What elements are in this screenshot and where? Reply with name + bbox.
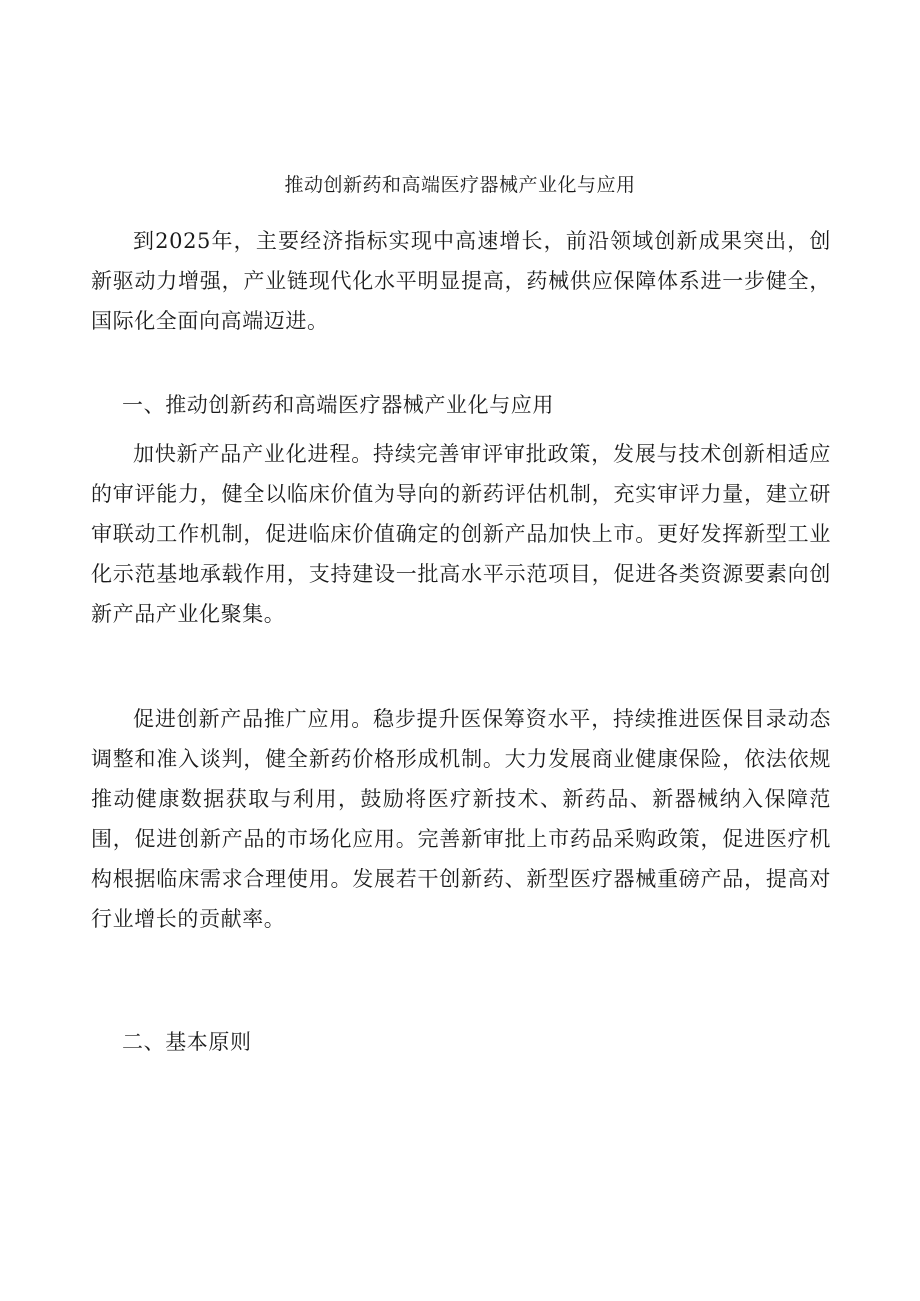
page-title: 推动创新药和高端医疗器械产业化与应用	[284, 174, 636, 196]
intro-paragraph: 到2025年，主要经济指标实现中高速增长，前沿领域创新成果突出，创新驱动力增强，产业链现代化水平明显提高，药械供应保障体系进一步健全，国际化全面向高端迈进。	[91, 229, 831, 333]
section1-paragraph-2: 促进创新产品推广应用。稳步提升医保筹资水平，持续推进医保目录动态调整和准入谈判，健全新药价格形成机制。大力发展商业健康保险，依法依规推动健康数据获取与利用，鼓励将医疗新技术、新药品、新器械纳入保障范围，促进创新产品的市场化应用。完善新审批上市药品采购政策，促进医疗机构根据临床需求合理使用。发展若干创新药、新型医疗器械重磅产品，提高对行业增长的贡献率。	[91, 707, 831, 931]
section-heading-2: 二、基本原则	[122, 1030, 252, 1054]
section1-paragraph-1: 加快新产品产业化进程。持续完善审评审批政策，发展与技术创新相适应的审评能力，健全以临床价值为导向的新药评估机制，充实审评力量，建立研审联动工作机制，促进临床价值确定的创新产品加快上市。更好发挥新型工业化示范基地承载作用，支持建设一批高水平示范项目，促进各类资源要素向创新产品产业化聚集。	[91, 442, 831, 626]
section-heading-1: 一、推动创新药和高端医疗器械产业化与应用	[122, 393, 554, 417]
